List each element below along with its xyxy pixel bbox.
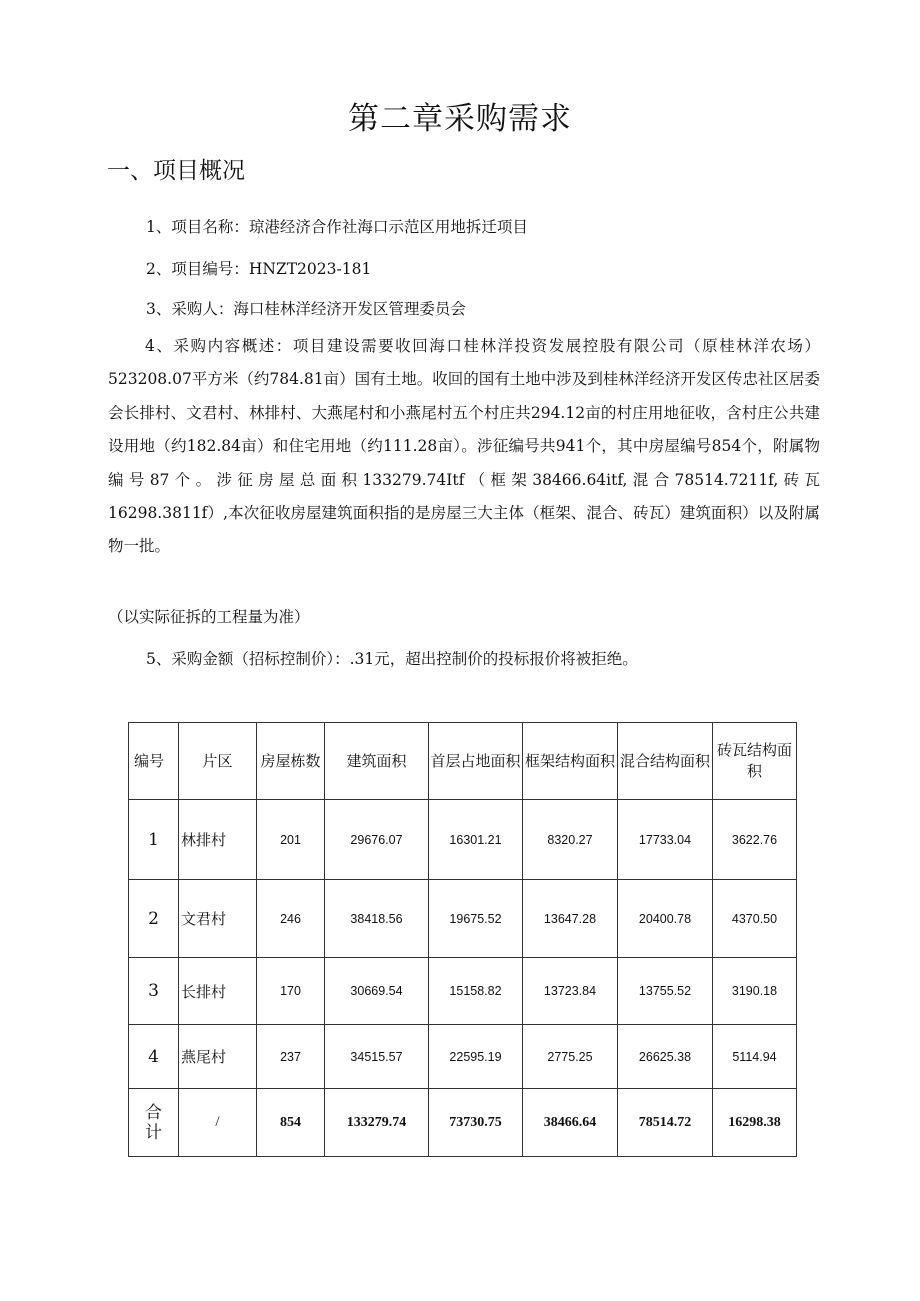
cell-total-value: 16298.38 [713, 1089, 797, 1157]
header-cell: 框架结构面积 [523, 723, 618, 800]
header-cell: 砖瓦结构面积 [713, 723, 797, 800]
cell-value: 170 [257, 958, 325, 1025]
header-cell: 片区 [179, 723, 257, 800]
cell-index: 2 [129, 880, 179, 958]
table-row [129, 1025, 797, 1089]
cell-value: 19675.52 [429, 880, 523, 958]
demolition-table [128, 722, 797, 1157]
header-cell: 房屋栋数 [257, 723, 325, 800]
table-total-row [129, 1089, 797, 1157]
cell-total-value: 38466.64 [523, 1089, 618, 1157]
header-cell: 编号 [129, 723, 179, 800]
item-project-number: 2、项目编号：HNZT2023-181 [146, 260, 372, 278]
item-purchaser: 3、采购人：海口桂林洋经济开发区管理委员会 [146, 300, 466, 318]
cell-total-label: 合计 [129, 1089, 179, 1157]
cell-total-area: / [179, 1089, 257, 1157]
cell-area: 长排村 [179, 958, 257, 1025]
cell-value: 22595.19 [429, 1025, 523, 1089]
cell-value: 15158.82 [429, 958, 523, 1025]
cell-value: 34515.57 [325, 1025, 429, 1089]
header-cell: 建筑面积 [325, 723, 429, 800]
cell-value: 4370.50 [713, 880, 797, 958]
cell-value: 26625.38 [618, 1025, 713, 1089]
cell-value: 201 [257, 800, 325, 880]
cell-total-value: 133279.74 [325, 1089, 429, 1157]
table-row [129, 958, 797, 1025]
table-row [129, 800, 797, 880]
cell-total-value: 854 [257, 1089, 325, 1157]
cell-value: 8320.27 [523, 800, 618, 880]
header-cell: 首层占地面积 [429, 723, 523, 800]
cell-value: 20400.78 [618, 880, 713, 958]
item-amount: 5、采购金额（招标控制价）：.31元，超出控制价的投标报价将被拒绝。 [146, 650, 638, 668]
item-project-name: 1、项目名称：琼港经济合作社海口示范区用地拆迁项目 [146, 218, 528, 236]
cell-value: 237 [257, 1025, 325, 1089]
section-heading: 一、项目概况 [107, 158, 245, 184]
note-text: （以实际征拆的工程量为准） [108, 608, 310, 626]
cell-value: 2775.25 [523, 1025, 618, 1089]
cell-value: 13723.84 [523, 958, 618, 1025]
cell-value: 38418.56 [325, 880, 429, 958]
cell-value: 246 [257, 880, 325, 958]
cell-area: 燕尾村 [179, 1025, 257, 1089]
cell-value: 5114.94 [713, 1025, 797, 1089]
cell-value: 13755.52 [618, 958, 713, 1025]
header-cell: 混合结构面积 [618, 723, 713, 800]
cell-index: 4 [129, 1025, 179, 1089]
cell-area: 林排村 [179, 800, 257, 880]
cell-index: 3 [129, 958, 179, 1025]
table-header-row [129, 723, 797, 800]
cell-area: 文君村 [179, 880, 257, 958]
cell-total-value: 78514.72 [618, 1089, 713, 1157]
item-content-overview [108, 330, 820, 564]
item-content-text: 4、采购内容概述：项目建设需要收回海口桂林洋投资发展控股有限公司（原桂林洋农场）523208.07平方米（约784.81亩）国有土地。收回的国有土地中涉及到桂林洋经济开发区传忠社区居委会长排村、文君村、林排村、大燕尾村和小燕尾村五个村庄共294.12亩的村庄用地征收，含村庄公共建设用地（约182.84亩）和住宅用地（约111.28亩）。涉征编号共941个，其中房屋编号854个，附属物编号87个。涉征房屋总面积133279.74Itf（框架38466.64itf,混合78514.7211f,砖瓦16298.3811f）,本次征收房屋建筑面积指的是房屋三大主体（框架、混合、砖瓦）建筑面积）以及附属物一批。 [108, 337, 820, 556]
cell-value: 13647.28 [523, 880, 618, 958]
cell-value: 30669.54 [325, 958, 429, 1025]
cell-value: 3622.76 [713, 800, 797, 880]
cell-value: 17733.04 [618, 800, 713, 880]
page-title: 第二章采购需求 [348, 101, 572, 137]
cell-total-value: 73730.75 [429, 1089, 523, 1157]
table-row [129, 880, 797, 958]
cell-value: 29676.07 [325, 800, 429, 880]
cell-value: 16301.21 [429, 800, 523, 880]
cell-index: 1 [129, 800, 179, 880]
cell-value: 3190.18 [713, 958, 797, 1025]
